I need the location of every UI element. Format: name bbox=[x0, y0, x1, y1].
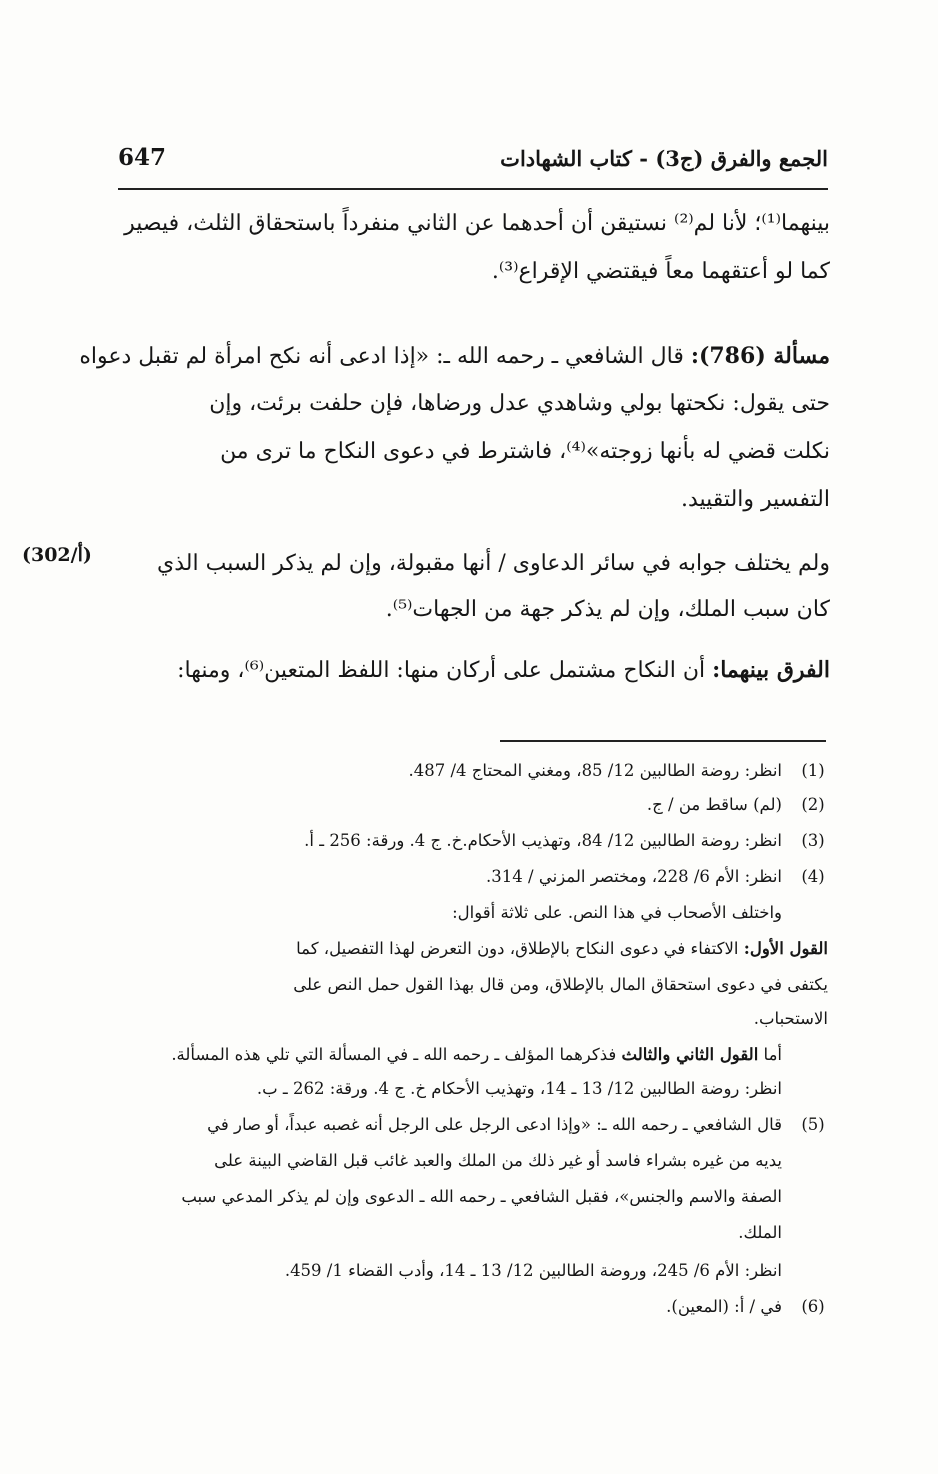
masala-line bbox=[79, 336, 830, 377]
farq-line bbox=[177, 650, 830, 691]
footnote-text: انظر: روضة الطالبين 12/ 85، ومغني المحتاج 4/ 487. bbox=[408, 761, 782, 780]
footnote-4-line-7: انظر: روضة الطالبين 12/ 13 ـ 14، وتهذيب الأحكام خ. ج 4. ورقة: 262 ـ ب. bbox=[256, 1079, 782, 1098]
footnote-4-line-6-pre: أما bbox=[758, 1045, 782, 1064]
footnote-text: قال الشافعي ـ رحمه الله ـ: «وإذا ادعى الرجل على الرجل أنه غصبه عبداً، أو صار في bbox=[207, 1115, 782, 1134]
page-number: 647 bbox=[118, 144, 167, 171]
body-line-4: حتى يقول: نكحتها بولي وشاهدي عدل ورضاها، فإن حلفت برئت، وإن bbox=[209, 391, 830, 416]
body-line-8: كان سبب الملك، وإن لم يذكر جهة من الجهات⁽⁵⁾. bbox=[385, 597, 830, 622]
second-third-opinion-label: القول الثاني والثالث bbox=[621, 1045, 759, 1064]
footnote-number: (1) bbox=[801, 761, 825, 780]
body-line-1: بينهما⁽¹⁾؛ لأنا لم⁽²⁾ نستيقن أن أحدهما عن الثاني منفرداً باستحقاق الثلث، فيصير bbox=[124, 211, 830, 236]
body-line-6: التفسير والتقييد. bbox=[680, 487, 830, 512]
footnote-4-line-6-text: فذكرهما المؤلف ـ رحمه الله ـ في المسألة التي تلي هذه المسألة. bbox=[171, 1045, 622, 1064]
first-opinion-label: القول الأول: bbox=[743, 939, 828, 958]
footnote-4-line-3 bbox=[296, 934, 828, 963]
footnote-4-line-3-text: الاكتفاء في دعوى النكاح بالإطلاق، دون التعرض لهذا التفصيل، كما bbox=[296, 939, 744, 958]
footnote-text: (لم) ساقط من / ج. bbox=[646, 795, 782, 814]
footnote-separator bbox=[500, 740, 826, 742]
footnote-number: (3) bbox=[801, 831, 825, 850]
footnote-text: انظر: الأم 6/ 228، ومختصر المزني / 314. bbox=[486, 867, 782, 886]
footnote-4-line-6 bbox=[171, 1040, 782, 1069]
masala-label: مسألة (786): bbox=[690, 343, 830, 369]
body-line-5: نكلت قضي له بأنها زوجته»⁽⁴⁾، فاشترط في دعوى النكاح ما ترى من bbox=[220, 439, 830, 464]
body-line-9: أن النكاح مشتمل على أركان منها: اللفظ المتعين⁽⁶⁾، ومنها: bbox=[177, 658, 713, 683]
footnote-4-line-2: واختلف الأصحاب في هذا النص. على ثلاثة أقوال: bbox=[452, 903, 782, 922]
footnote-text: انظر: روضة الطالبين 12/ 84، وتهذيب الأحكام.خ. ج 4. ورقة: 256 ـ أ. bbox=[304, 831, 782, 850]
footnote-4-line-5: الاستحباب. bbox=[753, 1009, 828, 1028]
body-line-3: قال الشافعي ـ رحمه الله ـ: «إذا ادعى أنه نكح امرأة لم تقبل دعواه bbox=[79, 344, 691, 369]
footnote-5-line-4: الملك. bbox=[738, 1223, 782, 1242]
header-title: الجمع والفرق (ج3) - كتاب الشهادات bbox=[500, 146, 828, 171]
footnote-text: في / أ: (المعين). bbox=[666, 1297, 782, 1316]
body-line-2: كما لو أعتقهما معاً فيقتضي الإقراع⁽³⁾. bbox=[491, 259, 830, 284]
footnote-number: (5) bbox=[801, 1115, 825, 1134]
footnote-number: (6) bbox=[801, 1297, 825, 1316]
body-line-7: ولم يختلف جوابه في سائر الدعاوى / أنها مقبولة، وإن لم يذكر السبب الذي bbox=[157, 551, 830, 576]
footnote-number: (2) bbox=[801, 795, 825, 814]
manuscript-folio-ref: (302/أ) bbox=[22, 544, 92, 566]
footnote-5-line-2: يديه من غيره بشراء فاسد أو غير ذلك من الملك والعبد غائب قبل القاضي البينة على bbox=[214, 1151, 782, 1170]
footnote-number: (4) bbox=[801, 867, 825, 886]
header-rule bbox=[118, 188, 828, 190]
footnote-5-line-5: انظر: الأم 6/ 245، وروضة الطالبين 12/ 13 ـ 14، وأدب القضاء 1/ 459. bbox=[284, 1261, 782, 1280]
farq-label: الفرق بينهما: bbox=[712, 657, 830, 683]
footnote-5-line-3: الصفة والاسم والجنس»، فقبل الشافعي ـ رحمه الله ـ الدعوى وإن لم يذكر المدعي سبب bbox=[181, 1187, 782, 1206]
footnote-4-line-4: يكتفى في دعوى استحقاق المال بالإطلاق، ومن قال بهذا القول حمل النص على bbox=[293, 975, 828, 994]
running-header bbox=[118, 138, 828, 186]
